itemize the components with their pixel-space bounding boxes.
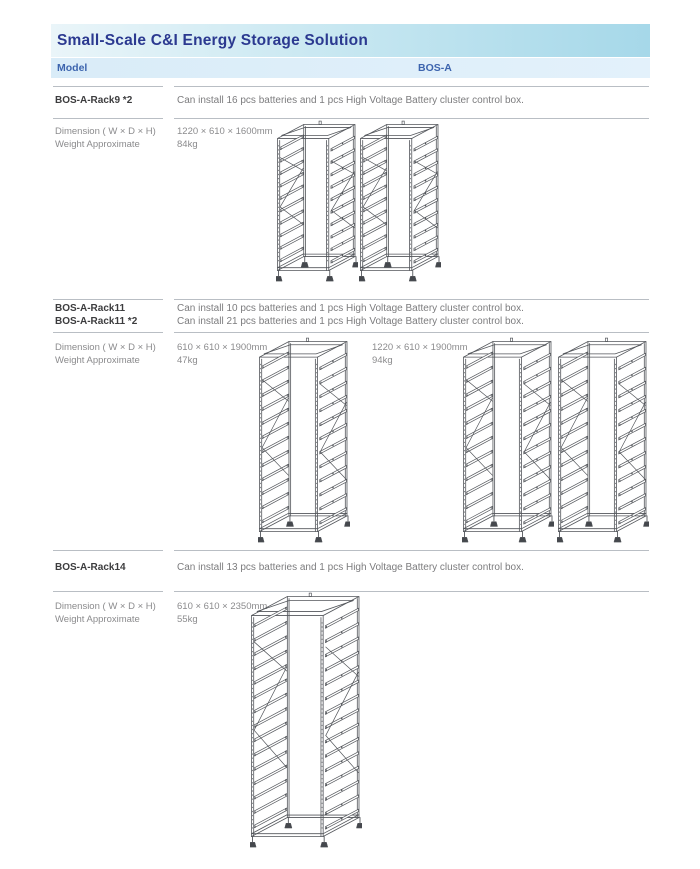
divider	[174, 591, 649, 592]
rack-illustration	[258, 337, 350, 545]
model-name: BOS-A-Rack14	[55, 562, 126, 573]
rack-illustration	[276, 120, 358, 284]
spec-values	[177, 126, 273, 151]
spec-labels: Dimension ( W × D × H) Weight Approximate	[55, 601, 156, 625]
model-description: Can install 16 pcs batteries and 1 pcs High Voltage Battery cluster control box.	[177, 95, 524, 106]
divider	[174, 299, 649, 300]
divider	[174, 332, 649, 333]
spec-labels: Dimension ( W × D × H) Weight Approximate	[55, 342, 156, 366]
spec-values	[177, 342, 267, 367]
weight-value: 55kg	[177, 613, 198, 625]
divider	[53, 118, 163, 119]
model-name: BOS-A-Rack9 *2	[55, 95, 133, 106]
dimension-value: 610 × 610 × 1900mm	[177, 342, 268, 353]
divider	[174, 86, 649, 87]
dimension-value: 1220 × 610 × 1900mm	[372, 342, 468, 353]
weight-value: 84kg	[177, 138, 198, 150]
divider	[174, 118, 649, 119]
divider	[53, 299, 163, 300]
model-name: BOS-A-Rack11 BOS-A-Rack11 *2	[55, 303, 138, 327]
spec-labels: Dimension ( W × D × H) Weight Approximate	[55, 126, 156, 150]
divider	[174, 550, 649, 551]
column-header-bos-a: BOS-A	[418, 62, 452, 74]
table-header-row	[51, 58, 650, 78]
dimension-value: 610 × 610 × 2350mm	[177, 601, 268, 612]
rack-illustration	[462, 337, 554, 545]
page-title: Small-Scale C&I Energy Storage Solution	[57, 32, 368, 49]
page-title-bar	[51, 24, 650, 57]
dimension-value: 1220 × 610 × 1600mm	[177, 126, 273, 137]
rack-illustration	[557, 337, 649, 545]
weight-value: 94kg	[372, 354, 393, 366]
weight-value: 47kg	[177, 354, 198, 366]
model-description: Can install 13 pcs batteries and 1 pcs High Voltage Battery cluster control box.	[177, 562, 524, 573]
rack-illustration	[250, 592, 362, 850]
divider	[53, 86, 163, 87]
column-header-model: Model	[57, 62, 88, 74]
divider	[53, 591, 163, 592]
divider	[53, 332, 163, 333]
model-description: Can install 10 pcs batteries and 1 pcs High Voltage Battery cluster control box. Can install 21 pcs batteries and 1 pcs High Voltage Battery cluster control box.	[177, 303, 524, 327]
spec-values	[372, 342, 468, 367]
divider	[53, 550, 163, 551]
rack-illustration	[359, 120, 441, 284]
